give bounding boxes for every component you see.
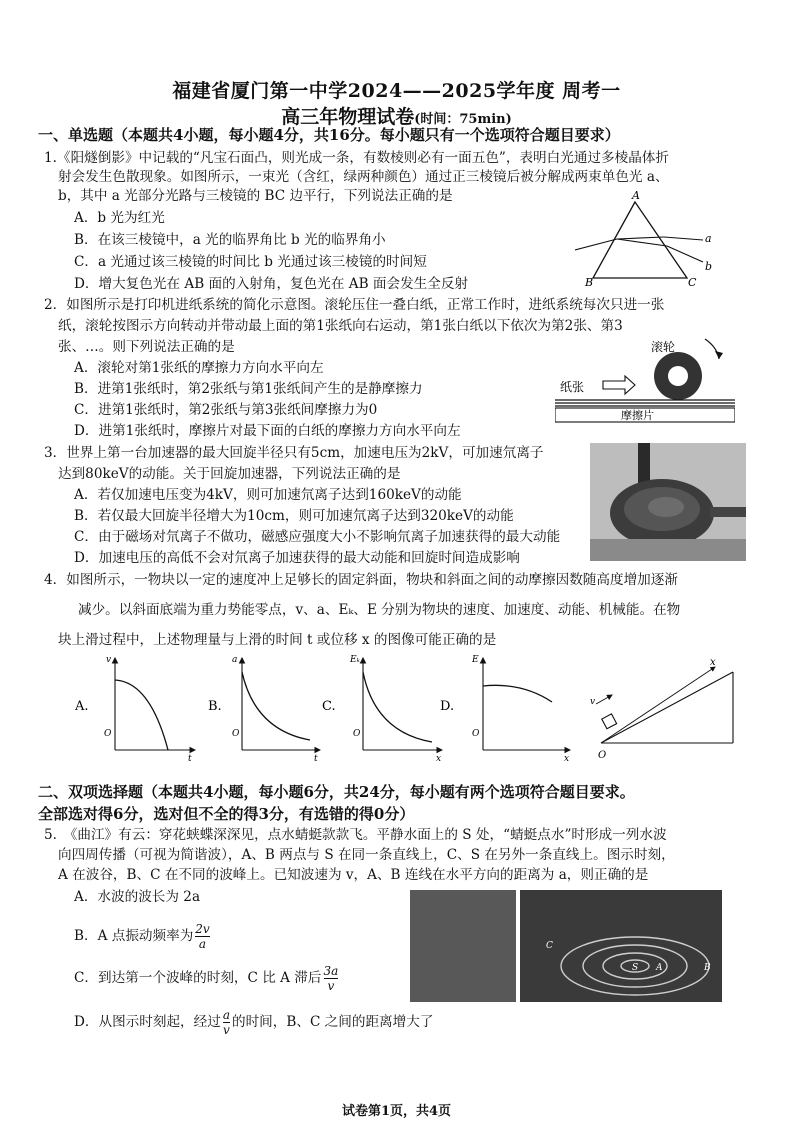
q5-d-numerator: a	[222, 1008, 230, 1022]
q5-line-3: A 在波谷，B、C 在不同的波峰上。已知波速为 v，A、B 连线在水平方向的距离为 a，则正确的是	[58, 867, 649, 883]
q2-option-b: B．进第1张纸时，第2张纸与第1张纸间产生的是静摩擦力	[74, 381, 423, 397]
graph-b-curve	[242, 672, 310, 740]
ray-a-inside	[617, 237, 664, 239]
graph-b-origin: O	[232, 729, 240, 739]
q4-line-1: 4．如图所示，一物块以一定的速度冲上足够长的固定斜面，物块和斜面之间的动摩擦因数随高度增加逐渐	[44, 572, 678, 588]
q4-option-b-label: B.	[208, 699, 222, 714]
photo-post	[638, 443, 650, 483]
friction-pad-label: 摩擦片	[621, 409, 654, 422]
q5-option-b	[74, 922, 210, 951]
graph-a-y-label: v	[106, 655, 112, 665]
prism-label-c-vertex: C	[688, 276, 697, 289]
q5-option-c-text: C．到达第一个波峰的时刻，C 比 A 滞后	[74, 970, 322, 986]
photo-label-a: A	[656, 963, 663, 973]
ray-b-out	[667, 246, 703, 262]
q5-option-c	[74, 964, 338, 993]
photo-left-water	[410, 890, 516, 1002]
feed-direction-arrow	[603, 376, 635, 394]
cyclotron-arm	[710, 507, 746, 517]
section-1-heading: 一、单选题（本题共4小题，每小题4分，共16分。每小题只有一个选项符合题目要求）	[38, 126, 620, 144]
rotation-arrow	[705, 339, 719, 359]
incident-ray	[575, 239, 617, 250]
graph-a-x-label: t	[188, 754, 192, 764]
q5-line-1: 5. 《曲江》有云：穿花蛱蝶深深见，点水蜻蜓款款飞。平静水面上的 S 处，“蜻蜓点水”时形成一列水波	[44, 827, 667, 843]
q4-option-d-label: D.	[440, 699, 455, 714]
section-2-heading-2: 全部选对得6分，选对但不全的得3分，有选错的得0分）	[38, 805, 415, 823]
photo-label-s: S	[632, 963, 639, 973]
printer-figure	[555, 333, 735, 428]
graph-b-y-label: a	[232, 655, 238, 665]
q1-line-3: b，其中 a 光部分光路与三棱镜的 BC 边平行，下列说法正确的是	[58, 188, 453, 204]
q2-option-c: C．进第1张纸时，第2张纸与第3张纸间摩擦力为0	[74, 402, 378, 418]
ray-label-b: b	[705, 260, 713, 273]
q5-option-d-text: D．从图示时刻起，经过	[74, 1014, 221, 1030]
q3-line-2: 达到80keV的动能。关于回旋加速器，下列说法正确的是	[58, 466, 401, 482]
q2-line-2: 纸，滚轮按图示方向转动并带动最上面的第1张纸向右运动，第1张白纸以下依次为第2张、第3	[58, 318, 623, 334]
incline-slope	[601, 672, 733, 743]
rotation-arrowhead	[715, 351, 723, 359]
q3-option-a: A．若仅加速电压变为4kV，则可加速氘离子达到160keV的动能	[74, 487, 462, 503]
prism-triangle	[593, 202, 687, 278]
page-footer: 试卷第1页，共4页	[341, 1104, 452, 1119]
photo-label-c: C	[546, 941, 553, 951]
roller-hub	[668, 366, 688, 386]
exam-time: (时间：75min)	[414, 112, 512, 127]
q3-option-d: D．加速电压的高低不会对氘离子加速获得的最大动能和回旋时间造成影响	[74, 550, 520, 566]
page-title: 福建省厦门第一中学2024——2025学年度 周考一	[172, 80, 621, 102]
q5-option-b-text: B．A 点振动频率为	[74, 928, 194, 944]
cyclotron-dee	[648, 497, 684, 517]
prism-figure	[575, 190, 725, 290]
q5-c-denominator: v	[327, 979, 335, 993]
q5-option-a: A．水波的波长为 2a	[74, 889, 201, 905]
q1-line-2: 射会发生色散现象。如图所示，一束光（含红，绿两种颜色）通过正三棱镜后被分解成两束单色光 a、	[58, 169, 669, 185]
paper-label: 纸张	[560, 380, 585, 394]
graph-c-y-label: Eₖ	[350, 655, 360, 665]
q5-line-2: 向四周传播（可视为简谐波），A、B 两点与 S 在同一条直线上，C、S 在另外一条直线上。图示时刻，	[58, 847, 675, 863]
q5-c-numerator: 3a	[323, 964, 339, 978]
q5-option-d-text-end: 的时间，B、C 之间的距离增大了	[232, 1014, 434, 1030]
ray-label-a: a	[705, 232, 712, 245]
q3-line-1: 3．世界上第一台加速器的最大回旋半径只有5cm，加速电压为2kV，可加速氘离子	[44, 445, 544, 461]
ray-b-inside	[617, 239, 667, 246]
exam-name: 高三年物理试卷	[281, 106, 415, 128]
q1-option-b: B．在该三棱镜中，a 光的临界角比 b 光的临界角小	[74, 232, 386, 248]
q4-line-2: 减少。以斜面底端为重力势能零点，v、a、Eₖ、E 分别为物块的速度、加速度、动能、机械能。在物	[78, 602, 681, 618]
incline-v-label: v	[590, 697, 596, 707]
q4-option-c-label: C.	[322, 699, 336, 714]
graph-b-x-label: t	[314, 754, 318, 764]
graph-d-curve	[483, 685, 552, 702]
incline-velocity-arrow	[596, 695, 612, 704]
q5-b-numerator: 2v	[195, 922, 210, 936]
q1-option-a: A．b 光为红光	[74, 210, 165, 226]
q3-option-c: C．由于磁场对氘离子不做功，磁感应强度大小不影响氘离子加速获得的最大动能	[74, 529, 561, 545]
graph-d-origin: O	[472, 729, 480, 739]
incline-x-axis	[601, 667, 715, 743]
incline-block	[602, 714, 617, 729]
roller-label: 滚轮	[651, 340, 676, 354]
q4-line-3: 块上滑过程中，上述物理量与上滑的时间 t 或位移 x 的图像可能正确的是	[58, 632, 497, 648]
water-wave-photo	[410, 890, 722, 1002]
q1-line-1: 1.《阳燧倒影》中记载的“凡宝石面凸，则光成一条，有数棱则必有一面五色”，表明白光通过多棱晶体折	[44, 150, 669, 166]
graph-c-x-label: x	[436, 754, 442, 764]
q5-d-denominator: v	[223, 1023, 230, 1037]
section-2-heading-1: 二、双项选择题（本题共4小题，每小题6分，共24分，每小题有两个选项符合题目要求。	[38, 783, 635, 801]
q2-line-1: 2．如图所示是打印机进纸系统的简化示意图。滚轮压住一叠白纸，正常工作时，进纸系统每次只进一张	[44, 297, 665, 313]
photo-label-b: B	[704, 963, 711, 973]
graph-c-curve	[363, 672, 432, 742]
prism-label-b-vertex: B	[585, 276, 594, 289]
q1-option-c: C．a 光通过该三棱镜的时间比 b 光通过该三棱镜的时间短	[74, 254, 427, 270]
incline-x-label: x	[710, 657, 716, 668]
incline-origin: O	[598, 750, 607, 761]
graph-d-y-label: E	[472, 655, 479, 665]
q2-option-a: A．滚轮对第1张纸的摩擦力方向水平向左	[74, 360, 324, 376]
ray-a-out	[664, 237, 703, 240]
q2-option-d: D．进第1张纸时，摩擦片对最下面的白纸的摩擦力方向水平向左	[74, 423, 461, 439]
graph-a-curve	[115, 680, 168, 750]
q5-b-denominator: a	[198, 937, 207, 951]
q4-graphs	[70, 650, 760, 765]
q5-option-d	[74, 1008, 433, 1037]
cyclotron-photo	[590, 443, 746, 561]
q1-option-d: D．增大复色光在 AB 面的入射角，复色光在 AB 面会发生全反射	[74, 276, 469, 292]
q3-option-b: B．若仅最大回旋半径增大为10cm，则可加速氘离子达到320keV的动能	[74, 508, 514, 524]
graph-d-x-label: x	[564, 754, 570, 764]
photo-base	[590, 539, 746, 561]
graph-c-origin: O	[353, 729, 361, 739]
graph-a-origin: O	[104, 729, 112, 739]
prism-label-a-vertex: A	[632, 190, 640, 202]
q4-option-a-label: A.	[75, 699, 89, 714]
q2-line-3: 张、…。则下列说法正确的是	[58, 339, 235, 355]
